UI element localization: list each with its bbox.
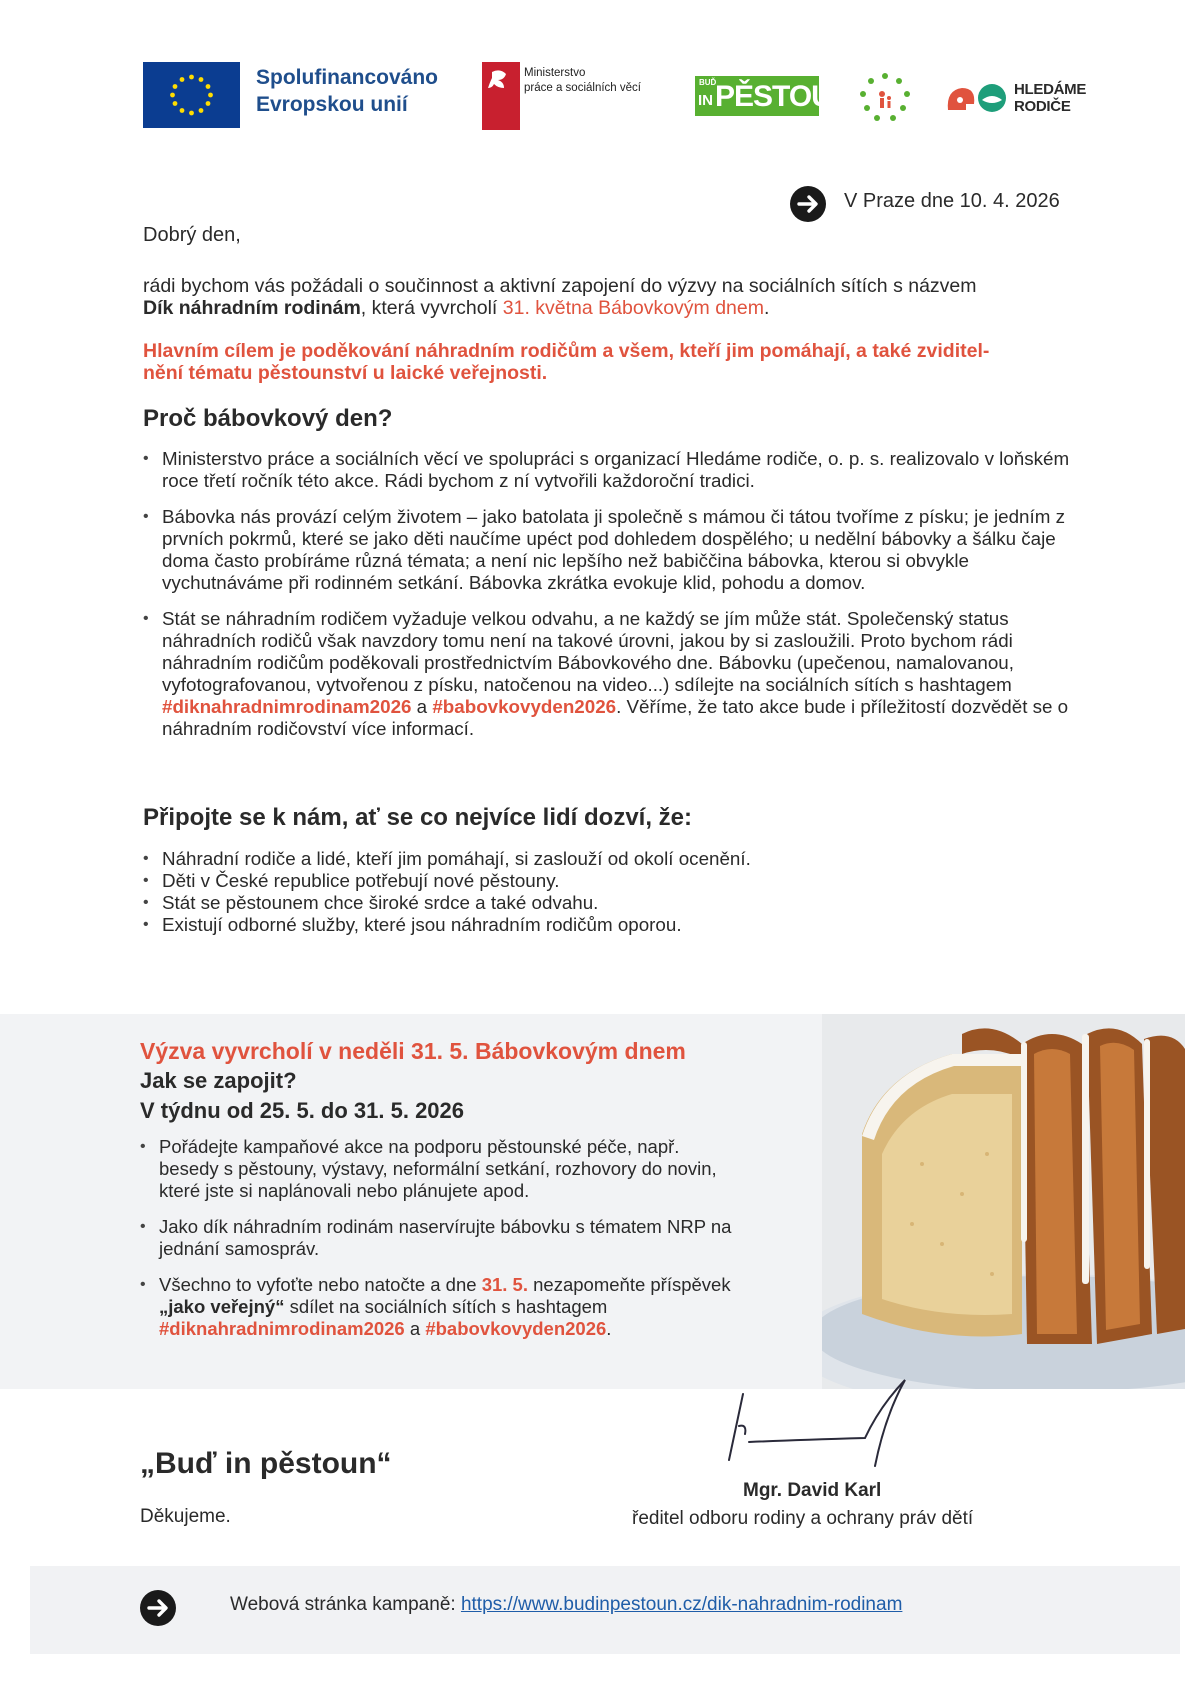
promo-bullet-list [140,1136,740,1340]
hashtag: #babovkovyden2026 [425,1318,607,1339]
campaign-slogan: „Buď in pěstoun“ [140,1447,392,1480]
promo-subtitle: Jak se zapojit? [140,1068,297,1093]
signatory-role: ředitel odboru rodiny a ochrany práv dětí [632,1508,974,1529]
list-item: • Jako dík náhradním rodinám naservírujte bábovku s tématem NRP na jednání samospráv. [140,1216,740,1260]
list-item: • Náhradní rodiče a lidé, kteří jim pomáhají, si zaslouží od okolí ocenění. [143,848,1083,870]
greeting: Dobrý den, [143,224,241,246]
list-item: • Stát se náhradním rodičem vyžaduje velkou odvahu, a ne každý se jím může stát. Společenský status náhradních rodičů však navzdory tomu není na takové úrovni, jakou by si zasloužili. Proto bychom rádi náhradním rodičům poděkovali prostřednictvím Bábovkového dne. Bábovku (upečenou, namalovanou, vyfotografovanou, vytvořenou z písku, natočenou na video...) sdílejte na sociálních sítích s hashtagem #diknahradnimrodinam2026 a #babovkovyden2026. Věříme, že tato akce bude i příležitostí dozvědět se o náhradním rodičovství více informací. [143,608,1083,740]
list-item: • Pořádejte kampaňové akce na podporu pěstounské péče, např. besedy s pěstouny, výstavy, neformální setkání, rozhovory do novin, které jste si naplánovali nebo plánujete apod. [140,1136,740,1202]
eu-stars-icon [143,62,240,128]
hashtag: #diknahradnimrodinam2026 [162,696,412,717]
mpsv-emblem-logo [482,62,520,130]
family-circle-icon [855,70,915,126]
arrow-right-icon [140,1590,176,1626]
eu-cofinancing-label: Spolufinancováno Evropskou unií [256,66,439,116]
campaign-website-link[interactable]: https://www.budinpestoun.cz/dik-nahradnim-rodinam [460,1594,903,1615]
footer-label: Webová stránka kampaně: [230,1594,461,1615]
hledame-rodice-logo-icon [944,82,1008,114]
bundt-cake-image [822,1014,1185,1389]
thanks-text: Děkujeme. [140,1506,231,1527]
goal-statement: Hlavním cílem je poděkování náhradním rodičům a všem, kteří jim pomáhají, a také zviditel- nění tématu pěstounství u laické veřejnosti. [143,340,990,384]
hashtag: #babovkovyden2026 [432,696,617,717]
promo-date-range: V týdnu od 25. 5. do 31. 5. 2026 [140,1098,465,1123]
hashtag: #diknahradnimrodinam2026 [159,1318,405,1339]
why-bullet-list [143,448,1083,740]
arrow-right-icon [790,186,826,222]
czech-lion-icon [482,62,518,130]
handwritten-signature [715,1376,955,1476]
mpsv-logo-text: Ministerstvo práce a sociálních věcí [524,67,641,94]
hledame-rodice-logo-text: HLEDÁME RODIČE [1014,81,1087,115]
list-item: • Děti v České republice potřebují nové pěstouny. [143,870,1083,892]
bud-in-pestoun-logo: BUĎ IN PĚSTOUN [695,76,819,116]
list-item: • Všechno to vyfoťte nebo natočte a dne 31. 5. nezapomeňte příspěvek „jako veřejný“ sdílet na sociálních sítích s hashtagem #diknahradnimrodinam2026 a #babovkovyden2026. [140,1274,740,1340]
list-item: • Bábovka nás provází celým životem – jako batolata ji společně s mámou či tátou tvoříme z písku; je jedním z prvních pokrmů, které se jako děti naučíme upéct pod dohledem dospělého; u nedělní bábovky a šálku čaje doma často probíráme různá témata; a není nic lepšího než babiččina bábovka, kterou si obvykle vychutnáváme při rodinném setkání. Bábovka zkrátka evokuje klid, pohodu a domov. [143,506,1083,594]
join-bullet-list [143,848,1083,936]
letter-date: V Praze dne 10. 4. 2026 [844,190,1060,212]
footer-website [230,1594,902,1616]
list-item: • Stát se pěstounem chce široké srdce a také odvahu. [143,892,1083,914]
list-item: • Existují odborné služby, které jsou náhradním rodičům oporou. [143,914,1083,936]
section-heading-join: Připojte se k nám, ať se co nejvíce lidí dozví, že: [143,804,693,831]
list-item: • Ministerstvo práce a sociálních věcí ve spolupráci s organizací Hledáme rodiče, o. p. s. realizovalo v loňském roce třetí ročník této akce. Rádi bychom z ní vytvořili každoroční tradici. [143,448,1083,492]
signatory-name: Mgr. David Karl [743,1480,882,1501]
section-heading-why: Proč bábovkový den? [143,405,393,432]
intro-paragraph: rádi bychom vás požádali o součinnost a aktivní zapojení do výzvy na sociálních sítích s názvem Dík náhradním rodinám, která vyvrcholí 31. května Bábovkovým dnem. [143,275,977,319]
eu-flag-logo [143,62,240,128]
promo-title: Výzva vyvrcholí v neděli 31. 5. Bábovkovým dnem [140,1038,686,1064]
